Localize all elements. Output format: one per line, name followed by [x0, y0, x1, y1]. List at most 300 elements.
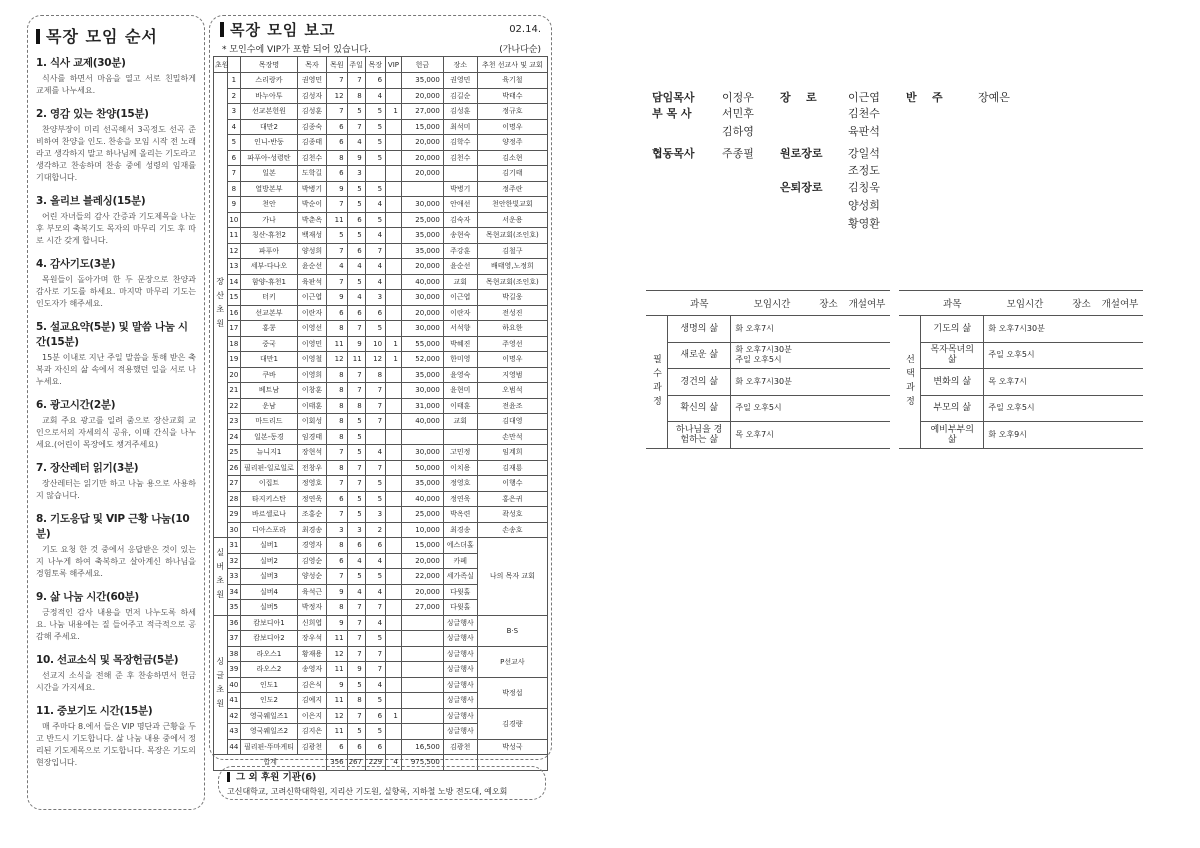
report-cell: 30,000 — [401, 290, 443, 306]
report-cell: 20,000 — [401, 88, 443, 104]
report-cell: 지영범 — [477, 367, 547, 383]
report-cell: 김지은 — [297, 724, 326, 740]
order-section — [36, 511, 196, 580]
report-cell: 8 — [347, 693, 365, 709]
report-cell: 9 — [347, 150, 365, 166]
report-cell: 함양-휴천1 — [241, 274, 298, 290]
report-cell: 34 — [227, 584, 241, 600]
report-cell: 칭산-휴천2 — [241, 228, 298, 244]
report-cell: 5 — [347, 228, 365, 244]
report-cell: 7 — [327, 104, 347, 120]
report-row — [214, 119, 548, 135]
report-cell — [386, 259, 402, 275]
report-cell: 박길웅 — [477, 290, 547, 306]
report-cell — [386, 569, 402, 585]
report-cell — [401, 181, 443, 197]
report-cell: 필리핀-뚜마게티 — [241, 739, 298, 755]
course-name: 변화의 삶 — [921, 369, 984, 396]
report-cell: 김천수 — [297, 150, 326, 166]
report-cell: 8 — [327, 538, 347, 554]
report-cell: 뉴니지1 — [241, 445, 298, 461]
report-header-cell: 목장명 — [241, 57, 298, 73]
course-category-label: 선택과정 — [899, 316, 921, 449]
report-cell: 터키 — [241, 290, 298, 306]
report-cell: 4 — [365, 274, 385, 290]
course-time: 화 오후9시 — [984, 422, 1066, 449]
report-cell: 2 — [365, 522, 385, 538]
report-cell: 5 — [347, 429, 365, 445]
course-place — [813, 342, 844, 369]
report-cell: 6 — [347, 739, 365, 755]
report-cell: 25,000 — [401, 212, 443, 228]
report-cell: 윤순선 — [443, 259, 477, 275]
report-cell: 9 — [227, 197, 241, 213]
report-cell: 일본-동경 — [241, 429, 298, 445]
report-cell: 싱글행사 — [443, 708, 477, 724]
report-cell: 실버1 — [241, 538, 298, 554]
report-cell: 선교본부 — [241, 305, 298, 321]
report-cell: 김천수 — [443, 150, 477, 166]
course-header-cell: 장소 — [1066, 291, 1097, 316]
report-cell: 26 — [227, 460, 241, 476]
report-cell: 19 — [227, 352, 241, 368]
report-cell: 김길순 — [443, 88, 477, 104]
report-cell: 20,000 — [401, 259, 443, 275]
course-header-cell: 과목 — [668, 291, 731, 316]
course-place — [1066, 422, 1097, 449]
course-open — [1097, 422, 1143, 449]
report-cell: 김은식 — [297, 677, 326, 693]
report-cell: 이회성 — [297, 414, 326, 430]
report-cell: 7 — [365, 662, 385, 678]
report-row — [214, 290, 548, 306]
report-cell: 14 — [227, 274, 241, 290]
report-cell: 5 — [365, 150, 385, 166]
report-cell: 4 — [365, 228, 385, 244]
report-cell: 55,000 — [401, 336, 443, 352]
report-cell: 25 — [227, 445, 241, 461]
report-cell: 11 — [327, 631, 347, 647]
report-cell: 20,000 — [401, 150, 443, 166]
report-cell: 5 — [365, 212, 385, 228]
report-cell: 4 — [347, 553, 365, 569]
meeting-order-panel — [27, 15, 205, 810]
sponsor-list: 고신대학교, 고려신학대학원, 지리산 기도원, 실향록, 지하철 노방 전도대, 예오회 — [227, 787, 508, 796]
report-cell: 5 — [365, 631, 385, 647]
report-row — [214, 197, 548, 213]
report-cell: 4 — [347, 259, 365, 275]
report-cell: 전창우 — [297, 460, 326, 476]
report-cell: 목현교회(조인호) — [477, 228, 547, 244]
report-cell: 38 — [227, 646, 241, 662]
report-cell: 4 — [365, 615, 385, 631]
report-cell: 김학수 — [443, 135, 477, 151]
report-cell: 24 — [227, 429, 241, 445]
report-cell — [365, 429, 385, 445]
report-date: 02.14. — [509, 24, 541, 35]
report-cell: 김재룡 — [477, 460, 547, 476]
report-cell: 6 — [327, 491, 347, 507]
report-cell — [386, 491, 402, 507]
course-row — [899, 369, 1143, 396]
report-cell: 35,000 — [401, 228, 443, 244]
report-cell: 8 — [365, 367, 385, 383]
report-cell: 4 — [327, 259, 347, 275]
order-section-title: 1. 식사 교제(30분) — [36, 57, 126, 69]
merged-recommend-cell: B·S — [477, 615, 547, 646]
report-cell: 27 — [227, 476, 241, 492]
report-cell: 4 — [365, 553, 385, 569]
report-cell — [386, 677, 402, 693]
report-cell: 박춘옥 — [297, 212, 326, 228]
report-cell — [401, 724, 443, 740]
report-cell: 8 — [327, 414, 347, 430]
report-cell: 6 — [347, 212, 365, 228]
course-open — [844, 342, 890, 369]
report-row — [214, 73, 548, 89]
report-cell: 21 — [227, 383, 241, 399]
order-section-body: 매 주마다 8.에서 들은 VIP 명단과 근황을 두고 반드시 기도합니다. 삶 나눔 내용 중에서 정리된 기도제목으로 기도합니다. 목장은 기도의 현장입니다. — [36, 722, 197, 767]
report-cell: 1 — [386, 352, 402, 368]
report-cell: 이치용 — [443, 460, 477, 476]
course-header-row — [899, 291, 1143, 316]
report-cell: 29 — [227, 507, 241, 523]
report-cell: 이명우 — [477, 352, 547, 368]
report-cell: 5 — [347, 104, 365, 120]
report-cell: 7 — [347, 321, 365, 337]
elective-courses-table — [899, 290, 1143, 449]
report-cell: 30,000 — [401, 383, 443, 399]
report-row — [214, 135, 548, 151]
report-cell: 40,000 — [401, 414, 443, 430]
report-cell: 20,000 — [401, 305, 443, 321]
report-cell: 바르셀로나 — [241, 507, 298, 523]
report-cell: 8 — [327, 460, 347, 476]
report-cell: 교회 — [443, 274, 477, 290]
honorary-elder-3: 황영환 — [848, 217, 880, 230]
report-cell: 김숙자 — [443, 212, 477, 228]
report-cell: 스리랑카 — [241, 73, 298, 89]
course-open — [844, 316, 890, 343]
report-cell: 6 — [365, 739, 385, 755]
report-cell — [386, 522, 402, 538]
report-cell: 40,000 — [401, 491, 443, 507]
report-cell: 11 — [327, 662, 347, 678]
report-cell: 세가족실 — [443, 569, 477, 585]
report-cell: 7 — [227, 166, 241, 182]
report-row — [214, 615, 548, 631]
report-cell: 10 — [365, 336, 385, 352]
report-cell: 영국웨일즈2 — [241, 724, 298, 740]
total-cell: 4 — [386, 755, 402, 771]
report-cell: 41 — [227, 693, 241, 709]
report-cell: 장현석 — [297, 445, 326, 461]
report-cell: 김성훈 — [443, 104, 477, 120]
course-row — [899, 342, 1143, 369]
order-section-body: 어린 자녀들의 감사 간증과 기도제목을 나눈 후 부모의 축복기도 목자의 마무리 기도 후 따로 시간 갖게 합니다. — [36, 212, 196, 245]
order-section — [36, 256, 196, 310]
report-cell: 43 — [227, 724, 241, 740]
report-cell: 15,000 — [401, 538, 443, 554]
report-cell: 7 — [327, 197, 347, 213]
report-cell: 실버2 — [241, 553, 298, 569]
report-cell: 30 — [227, 522, 241, 538]
report-row — [214, 646, 548, 662]
report-cell: 가나 — [241, 212, 298, 228]
merged-recommend-cell: 박정섭 — [477, 677, 547, 708]
report-cell: 중국 — [241, 336, 298, 352]
report-cell — [386, 429, 402, 445]
report-cell — [401, 615, 443, 631]
report-cell: 파푸아-성령탄 — [241, 150, 298, 166]
report-row — [214, 398, 548, 414]
report-cell: 캄보디아2 — [241, 631, 298, 647]
report-cell: 정주란 — [477, 181, 547, 197]
report-cell: 김성자 — [297, 88, 326, 104]
report-cell: 6 — [347, 243, 365, 259]
report-cell: 이란자 — [443, 305, 477, 321]
report-cell: 33 — [227, 569, 241, 585]
report-cell: 7 — [347, 460, 365, 476]
report-cell: 손만석 — [477, 429, 547, 445]
report-cell: 6 — [327, 553, 347, 569]
report-cell: 5 — [347, 507, 365, 523]
report-header-cell: 목장 — [365, 57, 385, 73]
report-cell: 6 — [347, 538, 365, 554]
course-place — [1066, 369, 1097, 396]
report-cell: 20,000 — [401, 553, 443, 569]
report-cell: 5 — [365, 104, 385, 120]
report-cell: 12 — [365, 352, 385, 368]
total-cell: 975,500 — [401, 755, 443, 771]
order-section — [36, 106, 196, 184]
report-cell: 11 — [327, 336, 347, 352]
report-cell: 3 — [327, 522, 347, 538]
course-name: 목자목녀의 삶 — [921, 342, 984, 369]
report-header-cell: 추천 선교사 및 교회 — [477, 57, 547, 73]
report-cell: 6 — [365, 73, 385, 89]
report-cell: 4 — [365, 677, 385, 693]
report-cell: 5 — [347, 445, 365, 461]
report-cell: 에스더홀 — [443, 538, 477, 554]
report-cell — [386, 646, 402, 662]
report-cell: 인도1 — [241, 677, 298, 693]
course-header-row — [646, 291, 890, 316]
order-section-body: 긍정적인 감사 내용을 먼저 나누도록 하세요. 나눔 내용에는 질 들어주고 적극적으로 공감해 주세요. — [36, 608, 196, 641]
report-cell: 싱글행사 — [443, 724, 477, 740]
report-cell: 운남 — [241, 398, 298, 414]
report-cell — [386, 321, 402, 337]
report-cell: 36 — [227, 615, 241, 631]
honorary-elder-2: 양성희 — [848, 199, 880, 212]
report-cell — [386, 212, 402, 228]
report-cell — [386, 460, 402, 476]
report-note: * 모인수에 VIP가 포함 되어 있습니다. — [222, 45, 371, 55]
course-open — [844, 369, 890, 396]
report-cell: 8 — [347, 398, 365, 414]
report-cell: 이은지 — [297, 708, 326, 724]
report-cell — [386, 119, 402, 135]
order-section — [36, 460, 196, 502]
report-cell: 9 — [347, 336, 365, 352]
order-section — [36, 397, 196, 451]
required-courses-table — [646, 290, 890, 449]
report-header-cell: 초원 — [214, 57, 228, 73]
report-row — [214, 243, 548, 259]
report-cell: 정연욱 — [297, 491, 326, 507]
report-cell: 6 — [327, 305, 347, 321]
report-cell — [386, 73, 402, 89]
report-cell: 전윤조 — [477, 398, 547, 414]
report-cell — [386, 507, 402, 523]
report-cell — [443, 429, 477, 445]
retired-elder-1: 강일석 — [848, 147, 880, 160]
report-cell: 7 — [365, 646, 385, 662]
order-section — [36, 703, 196, 769]
report-cell: 6 — [365, 305, 385, 321]
report-cell: 임경태 — [297, 429, 326, 445]
report-cell — [401, 677, 443, 693]
report-row — [214, 476, 548, 492]
merged-recommend-cell: P선교사 — [477, 646, 547, 677]
report-cell: 12 — [327, 646, 347, 662]
report-cell: 이영철 — [297, 352, 326, 368]
course-place — [1066, 342, 1097, 369]
order-section-body: 목원들이 돌아가며 한 두 문장으로 찬양과 감사로 기도를 하세요. 마지막 마무리 기도는 인도자가 해주세요. — [36, 275, 196, 308]
report-cell: 서운용 — [477, 212, 547, 228]
report-cell: 40,000 — [401, 274, 443, 290]
report-cell: 실버5 — [241, 600, 298, 616]
report-cell — [386, 135, 402, 151]
report-cell: 양성희 — [297, 243, 326, 259]
report-cell: 15,000 — [401, 119, 443, 135]
report-cell: 7 — [365, 383, 385, 399]
report-cell: 35 — [227, 600, 241, 616]
report-cell: 김대영 — [477, 414, 547, 430]
report-cell: 박정자 — [297, 600, 326, 616]
report-cell: 천안 — [241, 197, 298, 213]
report-cell: 30,000 — [401, 445, 443, 461]
report-header-cell — [227, 57, 241, 73]
report-cell: 7 — [347, 367, 365, 383]
report-cell: 5 — [365, 135, 385, 151]
report-cell: 7 — [347, 631, 365, 647]
report-cell: 42 — [227, 708, 241, 724]
report-cell: 5 — [347, 414, 365, 430]
report-cell: 캄보디아1 — [241, 615, 298, 631]
report-cell: 6 — [327, 119, 347, 135]
retired-elder-2: 조정도 — [848, 164, 880, 177]
coop-pastor-name: 주종필 — [722, 147, 754, 160]
report-cell: 1 — [386, 104, 402, 120]
report-cell: 디아스포라 — [241, 522, 298, 538]
report-cell: 박병기 — [443, 181, 477, 197]
report-cell: 라오스1 — [241, 646, 298, 662]
report-cell: 대만1 — [241, 352, 298, 368]
order-section-title: 5. 설교요약(5분) 및 말씀 나눔 시간(15분) — [36, 321, 188, 348]
course-name: 생명의 삶 — [668, 316, 731, 343]
course-category-label: 필수과정 — [646, 316, 668, 449]
report-cell: 37 — [227, 631, 241, 647]
report-cell: 5 — [347, 569, 365, 585]
report-cell — [386, 228, 402, 244]
report-cell: 김종태 — [297, 135, 326, 151]
report-cell: 6 — [365, 538, 385, 554]
steward-name: 장예은 — [978, 91, 1010, 104]
report-cell: 장우석 — [297, 631, 326, 647]
report-cell: 싱글행사 — [443, 615, 477, 631]
order-section-body: 선교지 소식을 전해 준 후 찬송하면서 헌금시간을 가지세요. — [36, 671, 196, 692]
report-cell — [443, 166, 477, 182]
report-cell: 7 — [347, 646, 365, 662]
report-row — [214, 352, 548, 368]
report-row — [214, 429, 548, 445]
assoc-pastor-1: 서민후 — [722, 107, 754, 120]
course-name: 경건의 삶 — [668, 369, 731, 396]
course-header-cell: 과목 — [921, 291, 984, 316]
report-cell: 8 — [327, 150, 347, 166]
report-cell: 8 — [327, 383, 347, 399]
report-row — [214, 677, 548, 693]
report-cell — [401, 429, 443, 445]
total-cell: 267 — [347, 755, 365, 771]
sponsor-panel — [218, 766, 546, 800]
total-cell: 229 — [365, 755, 385, 771]
report-cell: 9 — [327, 584, 347, 600]
course-row — [899, 395, 1143, 422]
report-cell: 홍콩 — [241, 321, 298, 337]
order-section-body: 장산레터는 읽기만 하고 나눔 용으로 사용하지 않습니다. — [36, 479, 196, 500]
report-cell: 신희엽 — [297, 615, 326, 631]
report-cell: 경영자 — [297, 538, 326, 554]
report-cell: 최경송 — [443, 522, 477, 538]
report-cell: 천안한빛교회 — [477, 197, 547, 213]
report-cell: 5 — [347, 181, 365, 197]
report-cell: 이영민 — [297, 336, 326, 352]
report-header-cell: VIP — [386, 57, 402, 73]
report-cell: 12 — [227, 243, 241, 259]
report-row — [214, 739, 548, 755]
report-cell: 5 — [365, 476, 385, 492]
report-cell: 5 — [365, 119, 385, 135]
report-cell: 9 — [327, 181, 347, 197]
group-label: 장산초원 — [214, 73, 228, 538]
total-cell: 356 — [327, 755, 347, 771]
report-cell: 6 — [227, 150, 241, 166]
report-cell: 11 — [347, 352, 365, 368]
course-time: 목 오후7시 — [984, 369, 1066, 396]
order-section-body: 식사를 하면서 마음을 열고 서로 친밀하게 교제를 나누세요. — [36, 74, 196, 95]
report-cell — [386, 445, 402, 461]
report-cell: 서석향 — [443, 321, 477, 337]
course-name: 예비부부의 삶 — [921, 422, 984, 449]
report-row — [214, 305, 548, 321]
order-section-title: 8. 기도응답 및 VIP 근황 나눔(10분) — [36, 513, 190, 540]
report-cell: 12 — [327, 708, 347, 724]
report-sort-note: (가나다순) — [499, 45, 541, 55]
assoc-pastor-label: 부 목 사 — [652, 107, 692, 120]
report-cell: 세부-다나오 — [241, 259, 298, 275]
report-cell: 인도2 — [241, 693, 298, 709]
report-cell: 7 — [327, 476, 347, 492]
report-cell: 4 — [365, 197, 385, 213]
report-row — [214, 212, 548, 228]
report-cell — [386, 305, 402, 321]
course-time: 화 오후7시30분 주일 오후5시 — [731, 342, 813, 369]
report-cell — [386, 414, 402, 430]
report-cell: 12 — [327, 352, 347, 368]
report-row — [214, 491, 548, 507]
